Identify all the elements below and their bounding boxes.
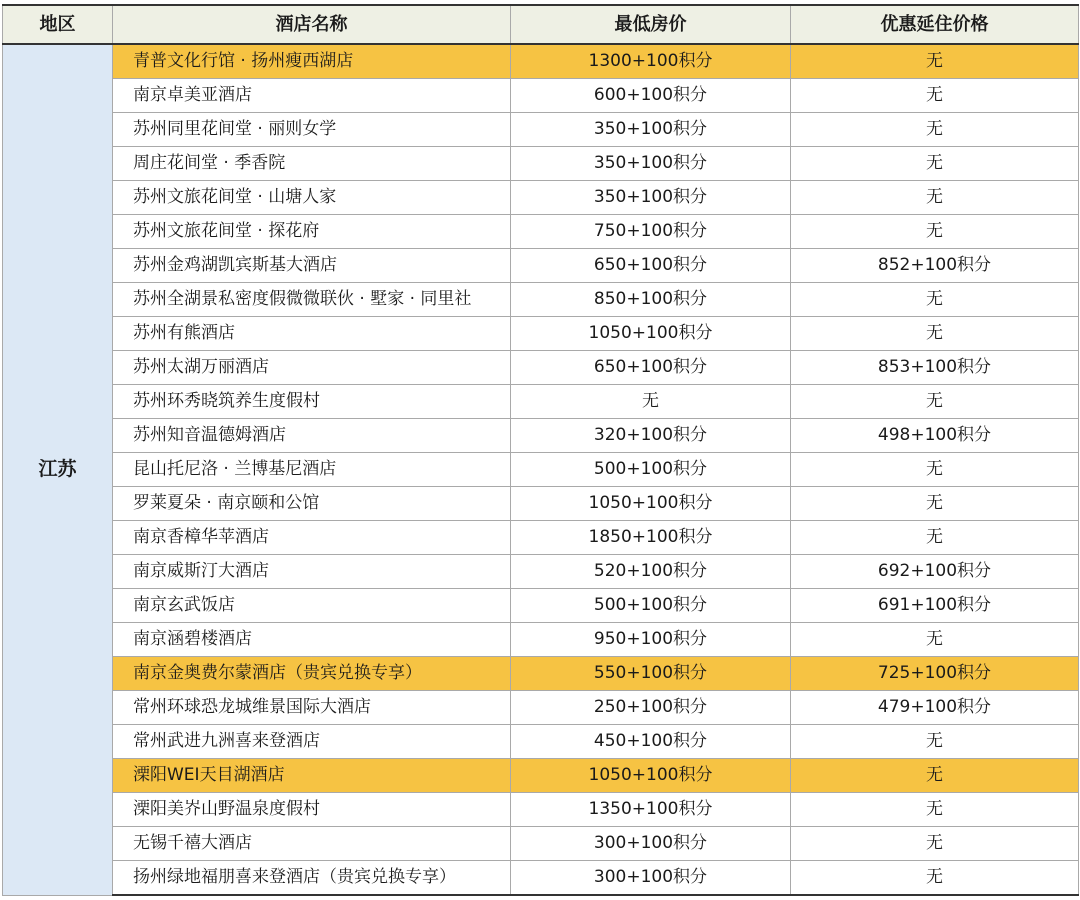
table-row bbox=[3, 317, 1079, 351]
lowest-price-cell: 950+100积分 bbox=[511, 623, 791, 657]
table-row bbox=[3, 487, 1079, 521]
lowest-price-cell: 500+100积分 bbox=[511, 453, 791, 487]
extension-price-cell: 无 bbox=[791, 79, 1079, 113]
lowest-price-cell: 300+100积分 bbox=[511, 861, 791, 896]
extension-price-cell: 无 bbox=[791, 147, 1079, 181]
hotel-name-cell: 常州环球恐龙城维景国际大酒店 bbox=[113, 691, 511, 725]
hotel-name-cell: 扬州绿地福朋喜来登酒店（贵宾兑换专享） bbox=[113, 861, 511, 896]
extension-price-cell: 无 bbox=[791, 521, 1079, 555]
extension-price-cell: 无 bbox=[791, 759, 1079, 793]
lowest-price-cell: 1350+100积分 bbox=[511, 793, 791, 827]
table-row bbox=[3, 453, 1079, 487]
header-row bbox=[3, 5, 1079, 44]
lowest-price-cell: 750+100积分 bbox=[511, 215, 791, 249]
lowest-price-cell: 300+100积分 bbox=[511, 827, 791, 861]
hotel-name-cell: 罗莱夏朵 · 南京颐和公馆 bbox=[113, 487, 511, 521]
extension-price-cell: 无 bbox=[791, 317, 1079, 351]
hotel-name-cell: 苏州环秀晓筑养生度假村 bbox=[113, 385, 511, 419]
hotel-name-cell: 苏州文旅花间堂 · 山塘人家 bbox=[113, 181, 511, 215]
extension-price-cell: 无 bbox=[791, 283, 1079, 317]
lowest-price-cell: 1050+100积分 bbox=[511, 759, 791, 793]
header-extension-price: 优惠延住价格 bbox=[791, 5, 1079, 44]
hotel-name-cell: 南京玄武饭店 bbox=[113, 589, 511, 623]
hotel-name-cell: 南京卓美亚酒店 bbox=[113, 79, 511, 113]
hotel-name-cell: 苏州知音温德姆酒店 bbox=[113, 419, 511, 453]
table-row bbox=[3, 827, 1079, 861]
extension-price-cell: 692+100积分 bbox=[791, 555, 1079, 589]
extension-price-cell: 无 bbox=[791, 623, 1079, 657]
hotel-name-cell: 南京涵碧楼酒店 bbox=[113, 623, 511, 657]
hotel-price-table bbox=[2, 4, 1079, 896]
extension-price-cell: 无 bbox=[791, 181, 1079, 215]
table-row bbox=[3, 351, 1079, 385]
lowest-price-cell: 650+100积分 bbox=[511, 249, 791, 283]
hotel-name-cell: 苏州太湖万丽酒店 bbox=[113, 351, 511, 385]
extension-price-cell: 无 bbox=[791, 827, 1079, 861]
extension-price-cell: 无 bbox=[791, 725, 1079, 759]
table-row bbox=[3, 555, 1079, 589]
table-row bbox=[3, 79, 1079, 113]
lowest-price-cell: 1850+100积分 bbox=[511, 521, 791, 555]
hotel-name-cell: 昆山托尼洛 · 兰博基尼酒店 bbox=[113, 453, 511, 487]
table-row bbox=[3, 181, 1079, 215]
table-row bbox=[3, 113, 1079, 147]
lowest-price-cell: 850+100积分 bbox=[511, 283, 791, 317]
extension-price-cell: 无 bbox=[791, 453, 1079, 487]
table-row bbox=[3, 793, 1079, 827]
hotel-name-cell: 青普文化行馆 · 扬州瘦西湖店 bbox=[113, 44, 511, 79]
hotel-name-cell: 南京威斯汀大酒店 bbox=[113, 555, 511, 589]
extension-price-cell: 无 bbox=[791, 793, 1079, 827]
extension-price-cell: 无 bbox=[791, 861, 1079, 896]
extension-price-cell: 852+100积分 bbox=[791, 249, 1079, 283]
hotel-name-cell: 南京金奥费尔蒙酒店（贵宾兑换专享） bbox=[113, 657, 511, 691]
lowest-price-cell: 350+100积分 bbox=[511, 147, 791, 181]
header-hotel-name: 酒店名称 bbox=[113, 5, 511, 44]
table-row bbox=[3, 419, 1079, 453]
extension-price-cell: 479+100积分 bbox=[791, 691, 1079, 725]
table-header bbox=[3, 5, 1079, 44]
extension-price-cell: 725+100积分 bbox=[791, 657, 1079, 691]
hotel-name-cell: 苏州金鸡湖凯宾斯基大酒店 bbox=[113, 249, 511, 283]
hotel-name-cell: 南京香樟华苹酒店 bbox=[113, 521, 511, 555]
lowest-price-cell: 550+100积分 bbox=[511, 657, 791, 691]
lowest-price-cell: 600+100积分 bbox=[511, 79, 791, 113]
table-row bbox=[3, 44, 1079, 79]
hotel-name-cell: 无锡千禧大酒店 bbox=[113, 827, 511, 861]
table-row bbox=[3, 759, 1079, 793]
hotel-name-cell: 溧阳WEI天目湖酒店 bbox=[113, 759, 511, 793]
table-row bbox=[3, 521, 1079, 555]
region-cell: 江苏 bbox=[3, 44, 113, 895]
lowest-price-cell: 250+100积分 bbox=[511, 691, 791, 725]
lowest-price-cell: 450+100积分 bbox=[511, 725, 791, 759]
table-row bbox=[3, 691, 1079, 725]
table-row bbox=[3, 657, 1079, 691]
table-row bbox=[3, 589, 1079, 623]
lowest-price-cell: 520+100积分 bbox=[511, 555, 791, 589]
header-lowest-price: 最低房价 bbox=[511, 5, 791, 44]
hotel-name-cell: 常州武进九洲喜来登酒店 bbox=[113, 725, 511, 759]
table-row bbox=[3, 215, 1079, 249]
lowest-price-cell: 350+100积分 bbox=[511, 181, 791, 215]
extension-price-cell: 无 bbox=[791, 487, 1079, 521]
hotel-name-cell: 溧阳美岕山野温泉度假村 bbox=[113, 793, 511, 827]
table-body bbox=[3, 44, 1079, 895]
extension-price-cell: 691+100积分 bbox=[791, 589, 1079, 623]
header-region: 地区 bbox=[3, 5, 113, 44]
lowest-price-cell: 320+100积分 bbox=[511, 419, 791, 453]
hotel-name-cell: 苏州同里花间堂 · 丽则女学 bbox=[113, 113, 511, 147]
extension-price-cell: 无 bbox=[791, 44, 1079, 79]
table-row bbox=[3, 385, 1079, 419]
lowest-price-cell: 1300+100积分 bbox=[511, 44, 791, 79]
table-row bbox=[3, 623, 1079, 657]
extension-price-cell: 无 bbox=[791, 113, 1079, 147]
hotel-name-cell: 周庄花间堂 · 季香院 bbox=[113, 147, 511, 181]
table-row bbox=[3, 249, 1079, 283]
lowest-price-cell: 1050+100积分 bbox=[511, 317, 791, 351]
lowest-price-cell: 350+100积分 bbox=[511, 113, 791, 147]
lowest-price-cell: 500+100积分 bbox=[511, 589, 791, 623]
table-row bbox=[3, 283, 1079, 317]
lowest-price-cell: 1050+100积分 bbox=[511, 487, 791, 521]
extension-price-cell: 853+100积分 bbox=[791, 351, 1079, 385]
extension-price-cell: 498+100积分 bbox=[791, 419, 1079, 453]
extension-price-cell: 无 bbox=[791, 215, 1079, 249]
lowest-price-cell: 650+100积分 bbox=[511, 351, 791, 385]
hotel-name-cell: 苏州全湖景私密度假微微联伙 · 墅家 · 同里社 bbox=[113, 283, 511, 317]
table-row bbox=[3, 725, 1079, 759]
hotel-name-cell: 苏州文旅花间堂 · 探花府 bbox=[113, 215, 511, 249]
lowest-price-cell: 无 bbox=[511, 385, 791, 419]
extension-price-cell: 无 bbox=[791, 385, 1079, 419]
table-row bbox=[3, 861, 1079, 896]
hotel-name-cell: 苏州有熊酒店 bbox=[113, 317, 511, 351]
table-row bbox=[3, 147, 1079, 181]
